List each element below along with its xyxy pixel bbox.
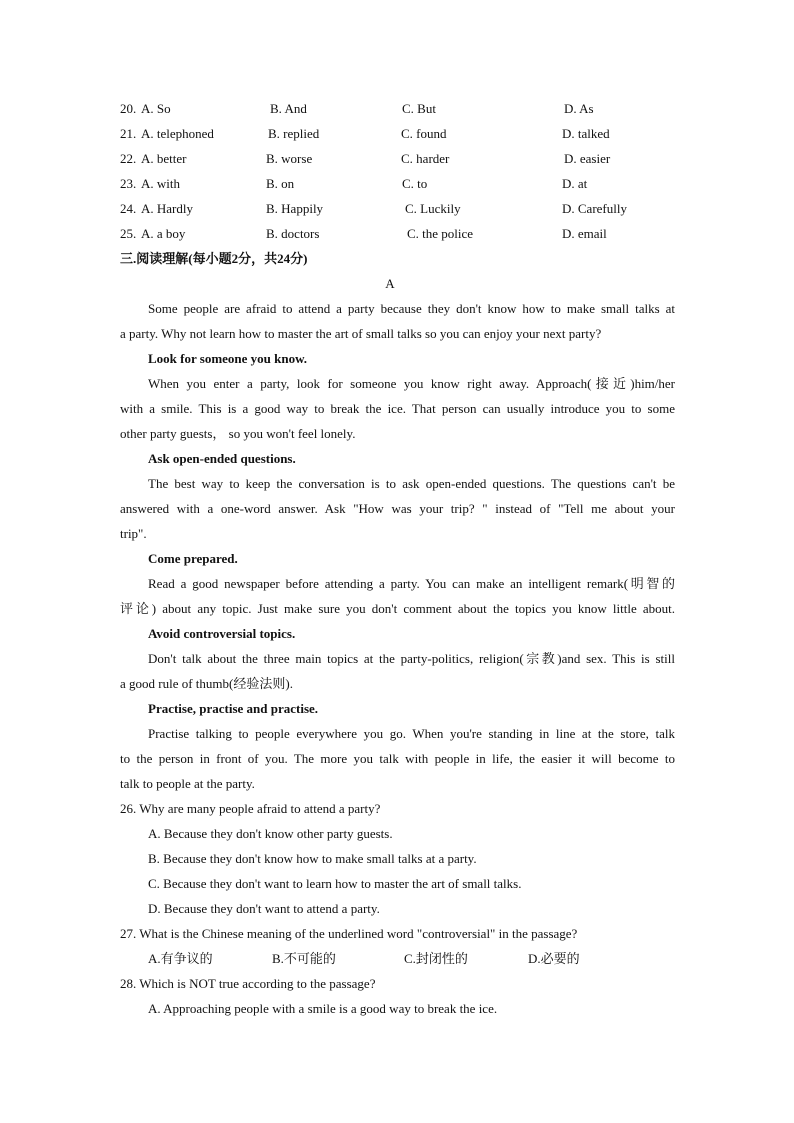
option-d: D. at <box>562 176 588 191</box>
question-27-stem <box>120 925 675 943</box>
passage-line: a good rule of thumb(经验法则). <box>120 676 293 691</box>
option-c: C. to <box>402 176 428 191</box>
stem-text: in the passage? <box>495 926 578 941</box>
passage-subheading: Come prepared. <box>148 551 238 566</box>
option-d: D. As <box>564 101 594 116</box>
option-b: B. doctors <box>266 226 320 241</box>
passage-line: Practise talking to people everywhere you go. When you're standing in line at the store, talk <box>148 726 675 741</box>
option-a: A. So <box>141 101 171 116</box>
passage-subheading: Ask open-ended questions. <box>148 451 296 466</box>
question-26-option-d: D. Because they don't want to attend a party. <box>148 901 380 916</box>
question-number: 20. <box>120 101 137 116</box>
question-27-option-b: B.不可能的 <box>272 951 336 966</box>
option-b: B. Happily <box>266 201 324 216</box>
passage-line: with a smile. This is a good way to break the ice. That person can usually introduce you to some <box>120 401 675 416</box>
option-a: A. with <box>141 176 180 191</box>
passage-line: talk to people at the party. <box>120 776 255 791</box>
section-title: 三.阅读理解(每小题2分，共24分) <box>120 251 308 266</box>
question-27-option-c: C.封闭性的 <box>404 951 468 966</box>
passage-subheading: Look for someone you know. <box>148 351 308 366</box>
passage-label: A <box>385 276 395 291</box>
question-28-stem: 28. Which is NOT true according to the passage? <box>120 976 376 991</box>
passage-line: The best way to keep the conversation is to ask open-ended questions. The questions can't be <box>148 476 675 491</box>
stem-word: "controversial" <box>416 926 496 941</box>
question-number: 21. <box>120 126 137 141</box>
question-number: 24. <box>120 201 137 216</box>
passage-line: to the person in front of you. The more you talk with people in life, the easier it will become to <box>120 751 675 766</box>
option-d: D. talked <box>562 126 610 141</box>
question-27-option-d: D.必要的 <box>528 951 580 966</box>
option-b: B. worse <box>266 151 313 166</box>
passage-line: 评论) about any topic. Just make sure you don't comment about the topics you know little about. <box>120 601 675 616</box>
question-number: 25. <box>120 226 137 241</box>
option-a: A. telephoned <box>141 126 214 141</box>
option-a: A. Hardly <box>141 201 193 216</box>
passage-intro-line: a party. Why not learn how to master the art of small talks so you can enjoy your next party? <box>120 326 602 341</box>
passage-line: trip". <box>120 526 147 541</box>
question-26-option-b: B. Because they don't know how to make small talks at a party. <box>148 851 477 866</box>
question-26-option-c: C. Because they don't want to learn how to master the art of small talks. <box>148 876 522 891</box>
passage-subheading: Avoid controversial topics. <box>148 626 296 641</box>
option-c: C. Luckily <box>405 201 461 216</box>
stem-text: 27. What is the Chinese meaning of the underlined word <box>120 926 417 941</box>
option-d: D. easier <box>564 151 611 166</box>
passage-line: Don't talk about the three main topics at the party-politics, religion(宗教)and sex. This is still <box>148 651 675 666</box>
option-a: A. a boy <box>141 226 186 241</box>
passage-line: Read a good newspaper before attending a party. You can make an intelligent remark(明智的 <box>148 576 675 591</box>
option-b: B. on <box>266 176 295 191</box>
option-c: C. harder <box>401 151 450 166</box>
option-d: D. Carefully <box>562 201 627 216</box>
option-c: C. But <box>402 101 436 116</box>
question-26-option-a: A. Because they don't know other party guests. <box>148 826 393 841</box>
question-27-option-a: A.有争议的 <box>148 951 213 966</box>
option-b: B. replied <box>268 126 320 141</box>
option-c: C. the police <box>407 226 474 241</box>
passage-line: When you enter a party, look for someone you know right away. Approach(接近)him/her <box>148 376 675 391</box>
passage-line: other party guests， so you won't feel lonely. <box>120 426 356 441</box>
option-d: D. email <box>562 226 607 241</box>
question-number: 22. <box>120 151 137 166</box>
option-b: B. And <box>270 101 307 116</box>
question-number: 23. <box>120 176 137 191</box>
option-c: C. found <box>401 126 447 141</box>
passage-line: answered with a one-word answer. Ask "How was your trip? " instead of "Tell me about your <box>120 501 675 516</box>
passage-subheading: Practise, practise and practise. <box>148 701 319 716</box>
question-28-option-a: A. Approaching people with a smile is a good way to break the ice. <box>148 1001 498 1016</box>
question-26-stem: 26. Why are many people afraid to attend a party? <box>120 801 381 816</box>
option-a: A. better <box>141 151 187 166</box>
passage-intro-line: Some people are afraid to attend a party because they don't know how to make small talks at <box>148 301 675 316</box>
